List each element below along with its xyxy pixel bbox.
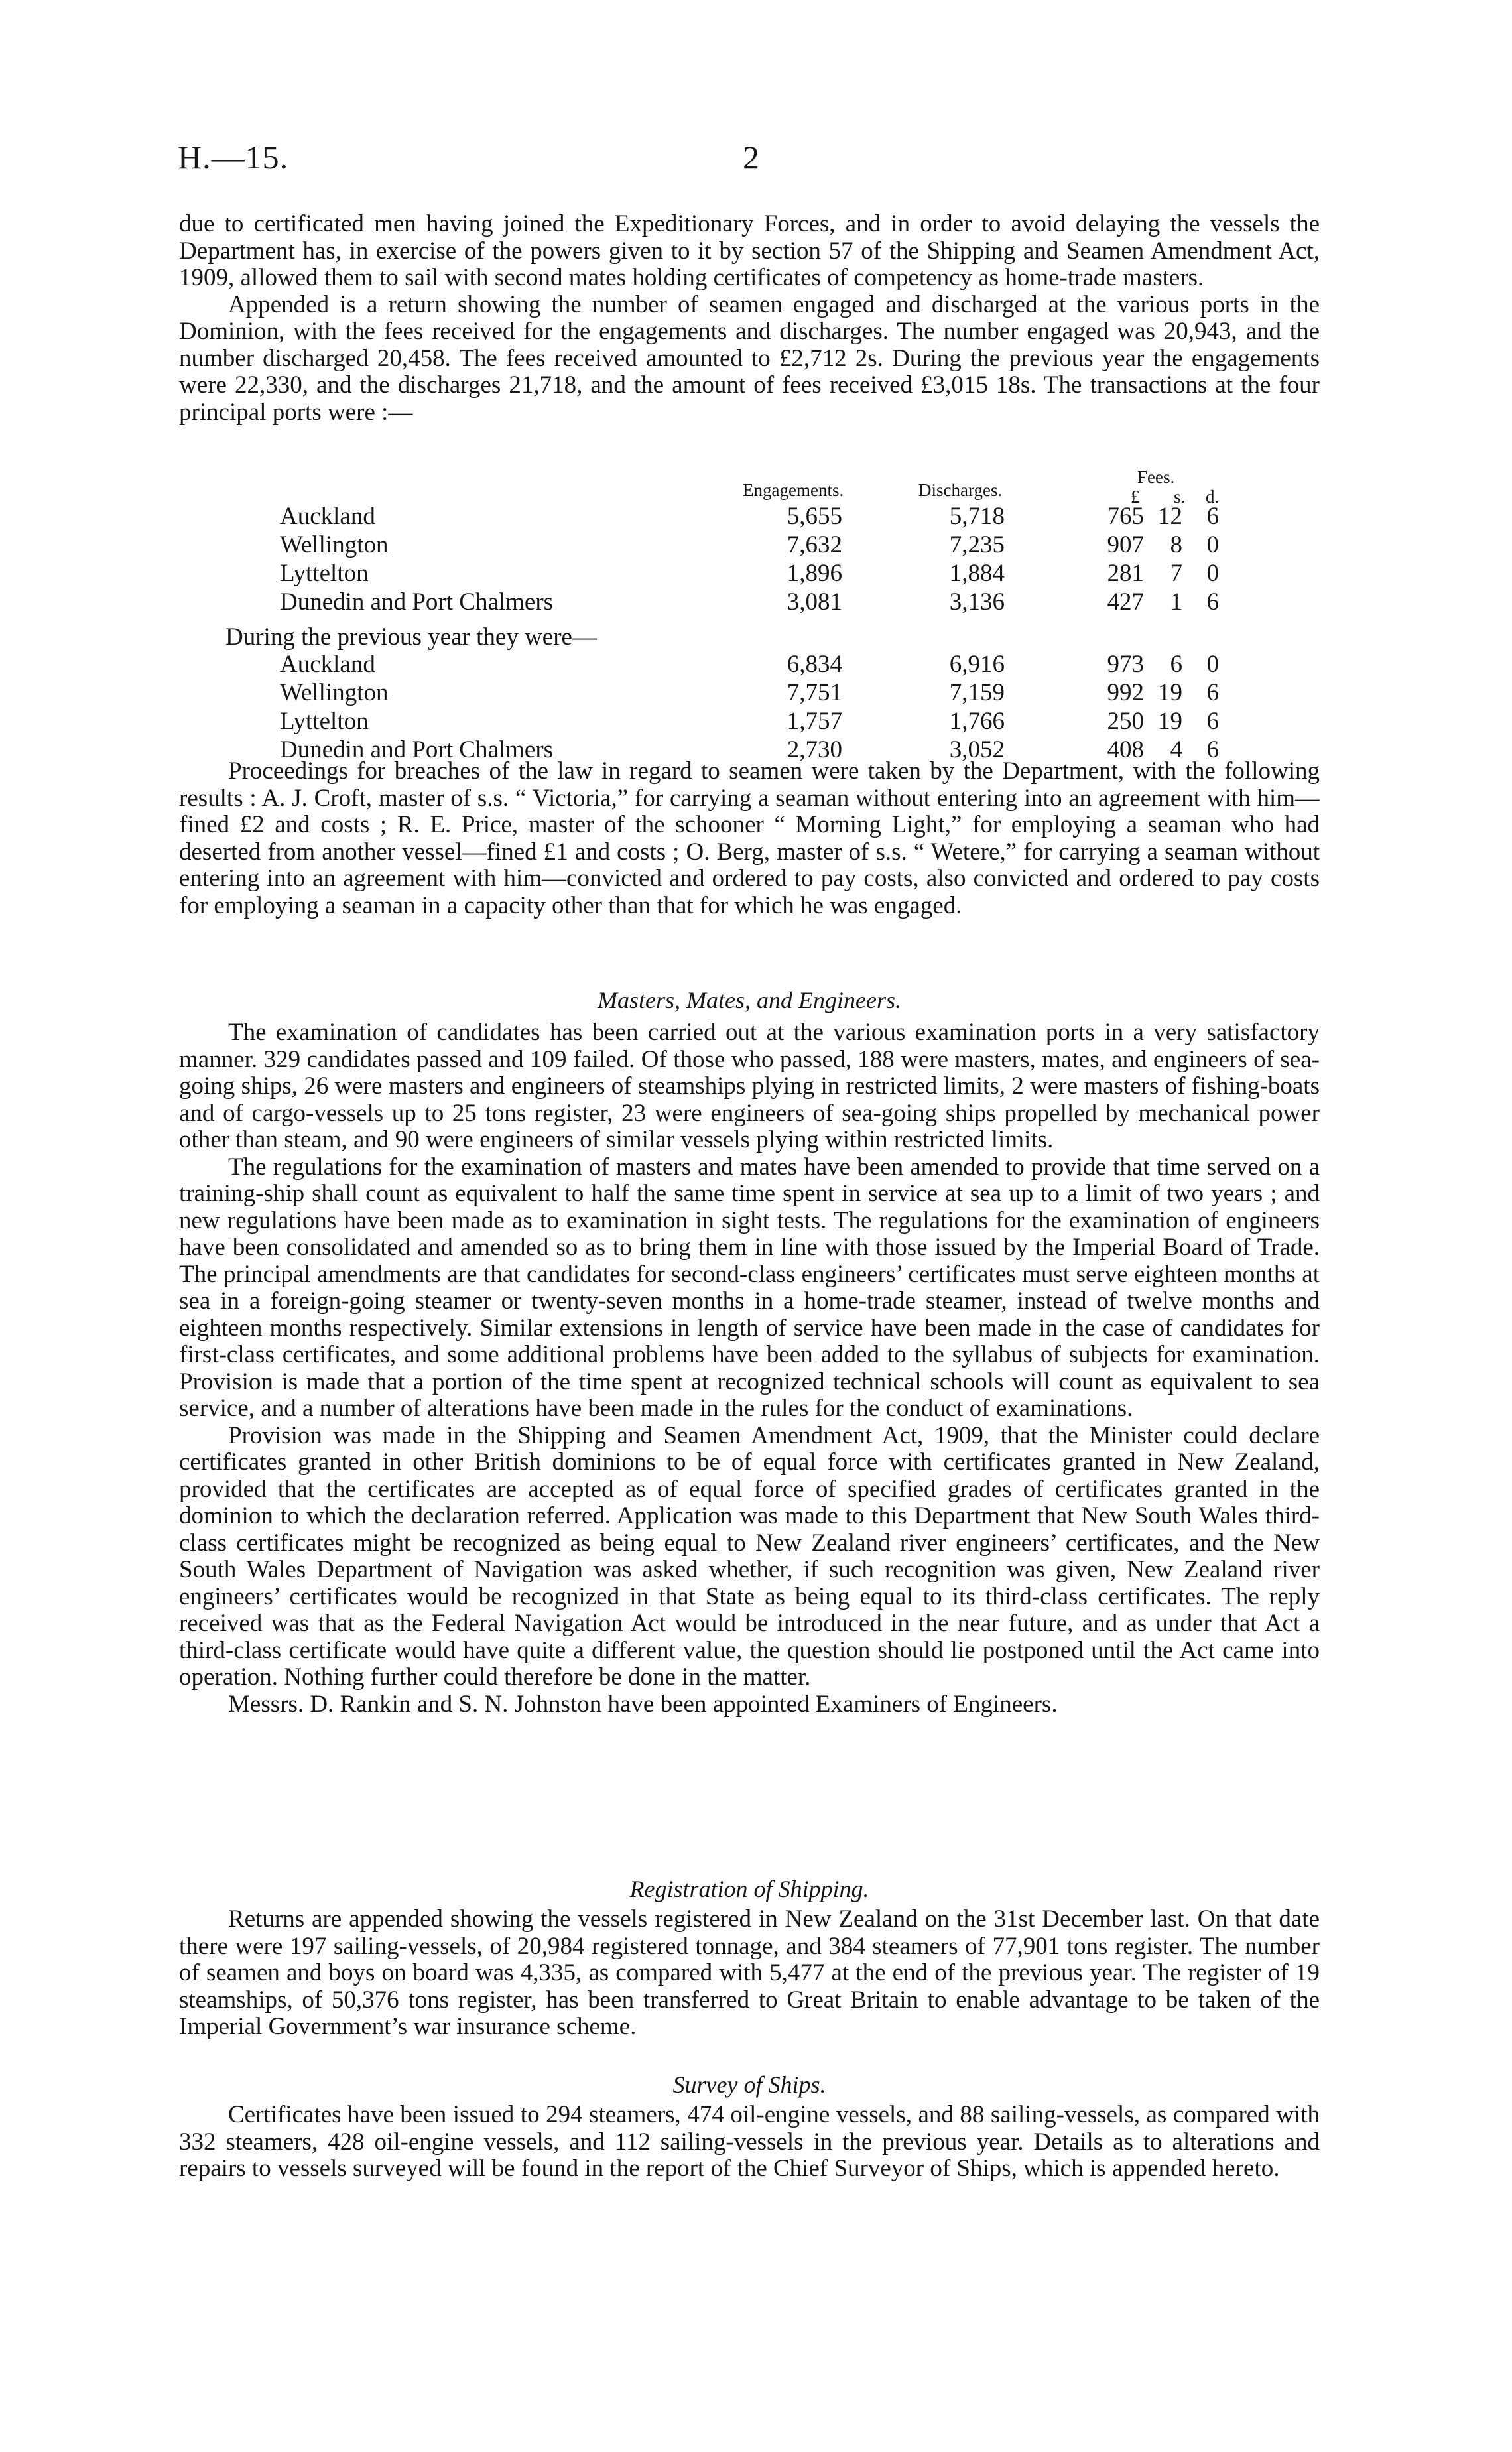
survey-section [179,2102,1320,2183]
port-name: Lyttelton [280,708,369,735]
report-reference: H.—15. [178,139,289,176]
proceedings-section [179,758,1320,919]
port-name: Auckland [280,651,375,678]
current-pounds-cell: 765 [1107,503,1144,530]
previous-pounds-cell: 250 [1107,708,1144,735]
port-name: Lyttelton [280,560,369,587]
current-pounds-cell: 907 [1107,531,1144,558]
survey-heading: Survey of Ships. [672,2071,826,2098]
fees-column-header: Fees. [1137,467,1175,487]
masters-paragraph-3: Provision was made in the Shipping and Seamen Amendment Act, 1909, that the Minister could declare certificates granted in other British dominions to be of equal force with certificates granted in New Zealand, provided that the certificates are accepted as of equal force of specified grades of certificates granted in the dominion to which the declaration referred. Application was made to this Department that New South Wales third-class certificates might be recognized as being equal to New Zealand river engineers’ certificates, and the New South Wales Department of Navigation was asked whether, if such recognition was given, New Zealand river engineers’ certificates would be recognized in that State as being equal to its third-class certificates. The reply received was that as the Federal Navigation Act would be introduced in the near future, and as under that Act a third-class certificate would have quite a different value, the question should lie postponed until the Act came into operation. Nothing further could therefore be done in the matter. [179,1421,1320,1691]
current-discharges-cell: 3,136 [949,588,1005,615]
port-name: Dunedin and Port Chalmers [280,736,554,763]
masters-heading: Masters, Mates, and Engineers. [598,987,901,1013]
previous-engagements-cell: 7,751 [787,679,842,706]
previous-pence-cell: 6 [1206,708,1219,735]
survey-paragraph: Certificates have been issued to 294 steamers, 474 oil-engine vessels, and 88 sailing-vessels, as compared with 332 steamers, 428 oil-engine vessels, and 112 sailing-vessels in the previous year. Details as to alterations and repairs to vessels surveyed will be found in the report of the Chief Surveyor of Ships, which is appended hereto. [179,2101,1320,2182]
previous-shillings-cell: 4 [1170,736,1182,763]
previous-discharges-cell: 6,916 [949,651,1005,678]
previous-engagements-cell: 6,834 [787,651,842,678]
previous-shillings-cell: 19 [1158,708,1182,735]
page-number: 2 [743,139,760,176]
ports-table [0,0,1512,769]
previous-pence-cell: 6 [1206,679,1219,706]
masters-paragraph-4: Messrs. D. Rankin and S. N. Johnston have been appointed Examiners of Engineers. [228,1690,1058,1718]
port-name: Wellington [280,531,389,558]
previous-pence-cell: 0 [1206,651,1219,678]
previous-shillings-cell: 19 [1158,679,1182,706]
current-pounds-cell: 427 [1107,588,1144,615]
previous-pence-cell: 6 [1206,736,1219,763]
current-discharges-cell: 5,718 [949,503,1005,530]
current-pence-cell: 0 [1206,560,1219,587]
shillings-column-header: s. [1174,487,1186,507]
port-name: Wellington [280,679,389,706]
previous-pounds-cell: 408 [1107,736,1144,763]
previous-year-label: During the previous year they were— [225,623,597,651]
previous-pounds-cell: 973 [1107,651,1144,678]
current-shillings-cell: 12 [1158,503,1182,530]
current-discharges-cell: 1,884 [949,560,1005,587]
registration-section [179,1906,1320,2041]
masters-paragraph-2: The regulations for the examination of masters and mates have been amended to provide that time served on a training-ship shall count as equivalent to half the same time spent in service at sea up to a limit of two years ; and new regulations have been made as to examination in sight tests. The regulations for the examination of engineers have been consolidated and amended so as to bring them in line with those issued by the Imperial Board of Trade. The principal amendments are that candidates for second-class engineers’ certificates must serve eighteen months at sea in a foreign-going steamer or twenty-seven months in a home-trade steamer, instead of twelve months and eighteen months respectively. Similar extensions in length of service have been made in the case of candidates for first-class certificates, and some additional problems have been added to the syllabus of subjects for examination. Provision is made that a portion of the time spent at recognized technical schools will count as equivalent to sea service, and a number of alterations have been made in the rules for the conduct of examinations. [179,1153,1320,1422]
registration-paragraph: Returns are appended showing the vessels registered in New Zealand on the 31st December last. On that date there were 197 sailing-vessels, of 20,984 registered tonnage, and 384 steamers of 77,901 tons register. The number of seamen and boys on board was 4,335, as compared with 5,477 at the end of the previous year. The register of 19 steamships, of 50,376 tons register, has been transferred to Great Britain to enable advantage to be taken of the Imperial Government’s war insurance scheme. [179,1905,1320,2040]
current-shillings-cell: 7 [1170,560,1182,587]
current-engagements-cell: 5,655 [787,503,842,530]
previous-discharges-cell: 1,766 [949,708,1005,735]
current-pounds-cell: 281 [1107,560,1144,587]
current-discharges-cell: 7,235 [949,531,1005,558]
registration-heading: Registration of Shipping. [629,1876,869,1902]
previous-engagements-cell: 1,757 [787,708,842,735]
intro-paragraph-1: due to certificated men having joined the Expeditionary Forces, and in order to avoid delaying the vessels the Department has, in exercise of the powers given to it by section 57 of the Shipping and Seamen Amendment Act, 1909, allowed them to sail with second mates holding certificates of competency as home-trade masters. [179,210,1320,291]
current-shillings-cell: 8 [1170,531,1182,558]
current-pence-cell: 6 [1206,588,1219,615]
masters-section [179,1019,1320,1718]
pence-column-header: d. [1206,487,1220,507]
port-name: Auckland [280,503,375,530]
previous-pounds-cell: 992 [1107,679,1144,706]
previous-discharges-cell: 7,159 [949,679,1005,706]
previous-shillings-cell: 6 [1170,651,1182,678]
current-pence-cell: 0 [1206,531,1219,558]
intro-paragraph-2: Appended is a return showing the number of seamen engaged and discharged at the various ports in the Dominion, with the fees received for the engagements and discharges. The number engaged was 20,943, and the number discharged 20,458. The fees received amounted to £2,712 2s. During the previous year the engagements were 22,330, and the discharges 21,718, and the amount of fees received £3,015 18s. The transactions at the four principal ports were :— [179,290,1320,426]
current-pence-cell: 6 [1206,503,1219,530]
previous-engagements-cell: 2,730 [787,736,842,763]
discharges-column-header: Discharges. [918,480,1003,500]
pounds-column-header: £ [1131,487,1140,507]
engagements-column-header: Engagements. [743,480,844,500]
port-name: Dunedin and Port Chalmers [280,588,554,615]
masters-paragraph-1: The examination of candidates has been carried out at the various examination ports in a very satisfactory manner. 329 candidates passed and 109 failed. Of those who passed, 188 were masters, mates, and engineers of sea-going ships, 26 were masters and engineers of steamships plying in restricted limits, 2 were masters of fishing-boats and of cargo-vessels up to 25 tons register, 23 were engineers of sea-going ships propelled by mechanical power other than steam, and 90 were engineers of similar vessels plying within restricted limits. [179,1019,1320,1153]
current-engagements-cell: 7,632 [787,531,842,558]
previous-discharges-cell: 3,052 [949,736,1005,763]
current-shillings-cell: 1 [1170,588,1182,615]
current-engagements-cell: 1,896 [787,560,842,587]
current-engagements-cell: 3,081 [787,588,842,615]
proceedings-paragraph: Proceedings for breaches of the law in regard to seamen were taken by the Department, with the following results : A. J. Croft, master of s.s. “ Victoria,” for carrying a seaman without entering into an agreement with him—fined £2 and costs ; R. E. Price, master of the schooner “ Morning Light,” for employing a seaman who had deserted from another vessel—fined £1 and costs ; O. Berg, master of s.s. “ Wetere,” for carrying a seaman without entering into an agreement with him—convicted and ordered to pay costs, also convicted and ordered to pay costs for employing a seaman in a capacity other than that for which he was engaged. [179,757,1320,919]
